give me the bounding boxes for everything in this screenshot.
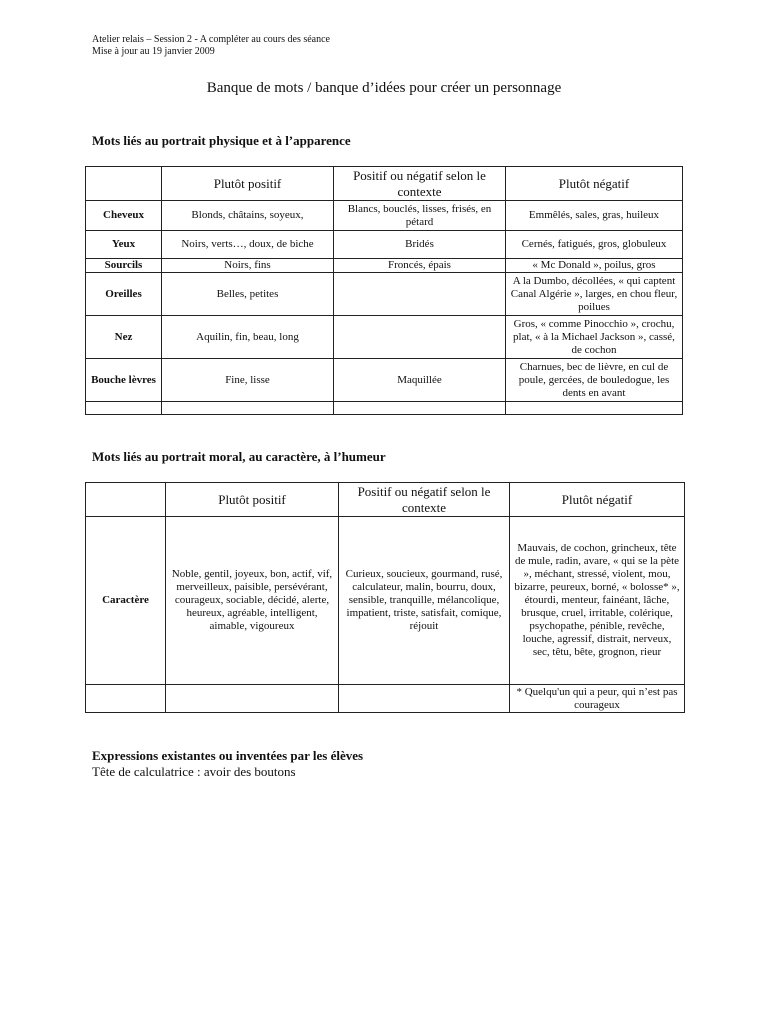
physique-header-context: Positif ou négatif selon le contexte [334, 167, 506, 201]
moral-header-negative: Plutôt négatif [510, 483, 685, 517]
cell-positive: Noirs, fins [162, 259, 334, 273]
physique-header-row [86, 167, 683, 201]
cell-positive: Noble, gentil, joyeux, bon, actif, vif, merveilleux, paisible, persévérant, courageux, sociable, décidé, alerte, heureux, agréable, intelligent, aimable, vigoureux [166, 517, 339, 685]
table-row [86, 273, 683, 316]
table-row [86, 231, 683, 259]
header-line-2: Mise à jour au 19 janvier 2009 [92, 46, 215, 57]
moral-header-context: Positif ou négatif selon le contexte [339, 483, 510, 517]
cell-positive: Blonds, châtains, soyeux, [162, 201, 334, 231]
physique-header-positive: Plutôt positif [162, 167, 334, 201]
row-label: Nez [86, 316, 162, 359]
moral-header-row [86, 483, 685, 517]
cell-negative: « Mc Donald », poilus, gros [506, 259, 683, 273]
cell-context: Bridés [334, 231, 506, 259]
physique-header-negative: Plutôt négatif [506, 167, 683, 201]
cell-positive: Aquilin, fin, beau, long [162, 316, 334, 359]
cell-negative: Gros, « comme Pinocchio », crochu, plat, « à la Michael Jackson », cassé, de cochon [506, 316, 683, 359]
moral-table [85, 482, 685, 713]
cell-context: Froncés, épais [334, 259, 506, 273]
physique-heading: Mots liés au portrait physique et à l’apparence [92, 133, 351, 148]
moral-heading: Mots liés au portrait moral, au caractère, à l’humeur [92, 449, 386, 464]
table-row [86, 685, 685, 713]
row-label: Cheveux [86, 201, 162, 231]
table-row [86, 517, 685, 685]
physique-header-corner [86, 167, 162, 201]
cell-context [334, 316, 506, 359]
table-row [86, 316, 683, 359]
table-row [86, 359, 683, 402]
cell-context [334, 402, 506, 415]
row-label [86, 402, 162, 415]
cell-positive: Belles, petites [162, 273, 334, 316]
row-label: Yeux [86, 231, 162, 259]
expressions-section [92, 748, 363, 780]
row-label: Oreilles [86, 273, 162, 316]
cell-negative: Cernés, fatigués, gros, globuleux [506, 231, 683, 259]
cell-negative: Emmêlés, sales, gras, huileux [506, 201, 683, 231]
cell-negative: Charnues, bec de lièvre, en cul de poule, gercées, de bouledogue, les dents en avant [506, 359, 683, 402]
page-title: Banque de mots / banque d’idées pour créer un personnage [206, 80, 562, 96]
physique-table [85, 166, 683, 415]
expressions-text: Tête de calculatrice : avoir des boutons [92, 764, 296, 779]
cell-negative [506, 402, 683, 415]
cell-context [334, 273, 506, 316]
cell-negative: Mauvais, de cochon, grincheux, tête de mule, radin, avare, « qui se la pète », méchant, stressé, violent, mou, bizarre, peureux, borné, « bolosse* », étourdi, menteur, fainéant, lâche, brusque, cruel, irritable, colérique, psychopathe, pénible, revêche, louche, agressif, distrait, nerveux, sec, têtu, bête, grognon, rieur [510, 517, 685, 685]
cell-positive: Noirs, verts…, doux, de biche [162, 231, 334, 259]
row-label: Sourcils [86, 259, 162, 273]
row-label [86, 685, 166, 713]
cell-context [339, 685, 510, 713]
moral-header-positive: Plutôt positif [166, 483, 339, 517]
document-header [92, 34, 330, 58]
cell-negative: * Quelqu'un qui a peur, qui n’est pas courageux [510, 685, 685, 713]
table-row [86, 402, 683, 415]
table-row [86, 259, 683, 273]
table-row [86, 201, 683, 231]
cell-context: Blancs, bouclés, lisses, frisés, en pétard [334, 201, 506, 231]
cell-positive: Fine, lisse [162, 359, 334, 402]
cell-context: Maquillée [334, 359, 506, 402]
cell-positive [166, 685, 339, 713]
expressions-heading: Expressions existantes ou inventées par les élèves [92, 748, 364, 763]
row-label: Bouche lèvres [86, 359, 162, 402]
row-label: Caractère [86, 517, 166, 685]
cell-context: Curieux, soucieux, gourmand, rusé, calculateur, malin, bourru, doux, sensible, tranquille, mélancolique, impatient, triste, satisfait, comique, réjouit [339, 517, 510, 685]
cell-negative: A la Dumbo, décollées, « qui captent Canal Algérie », larges, en chou fleur, poilues [506, 273, 683, 316]
moral-header-corner [86, 483, 166, 517]
header-line-1: Atelier relais – Session 2 - A compléter au cours des séance [92, 34, 330, 45]
cell-positive [162, 402, 334, 415]
